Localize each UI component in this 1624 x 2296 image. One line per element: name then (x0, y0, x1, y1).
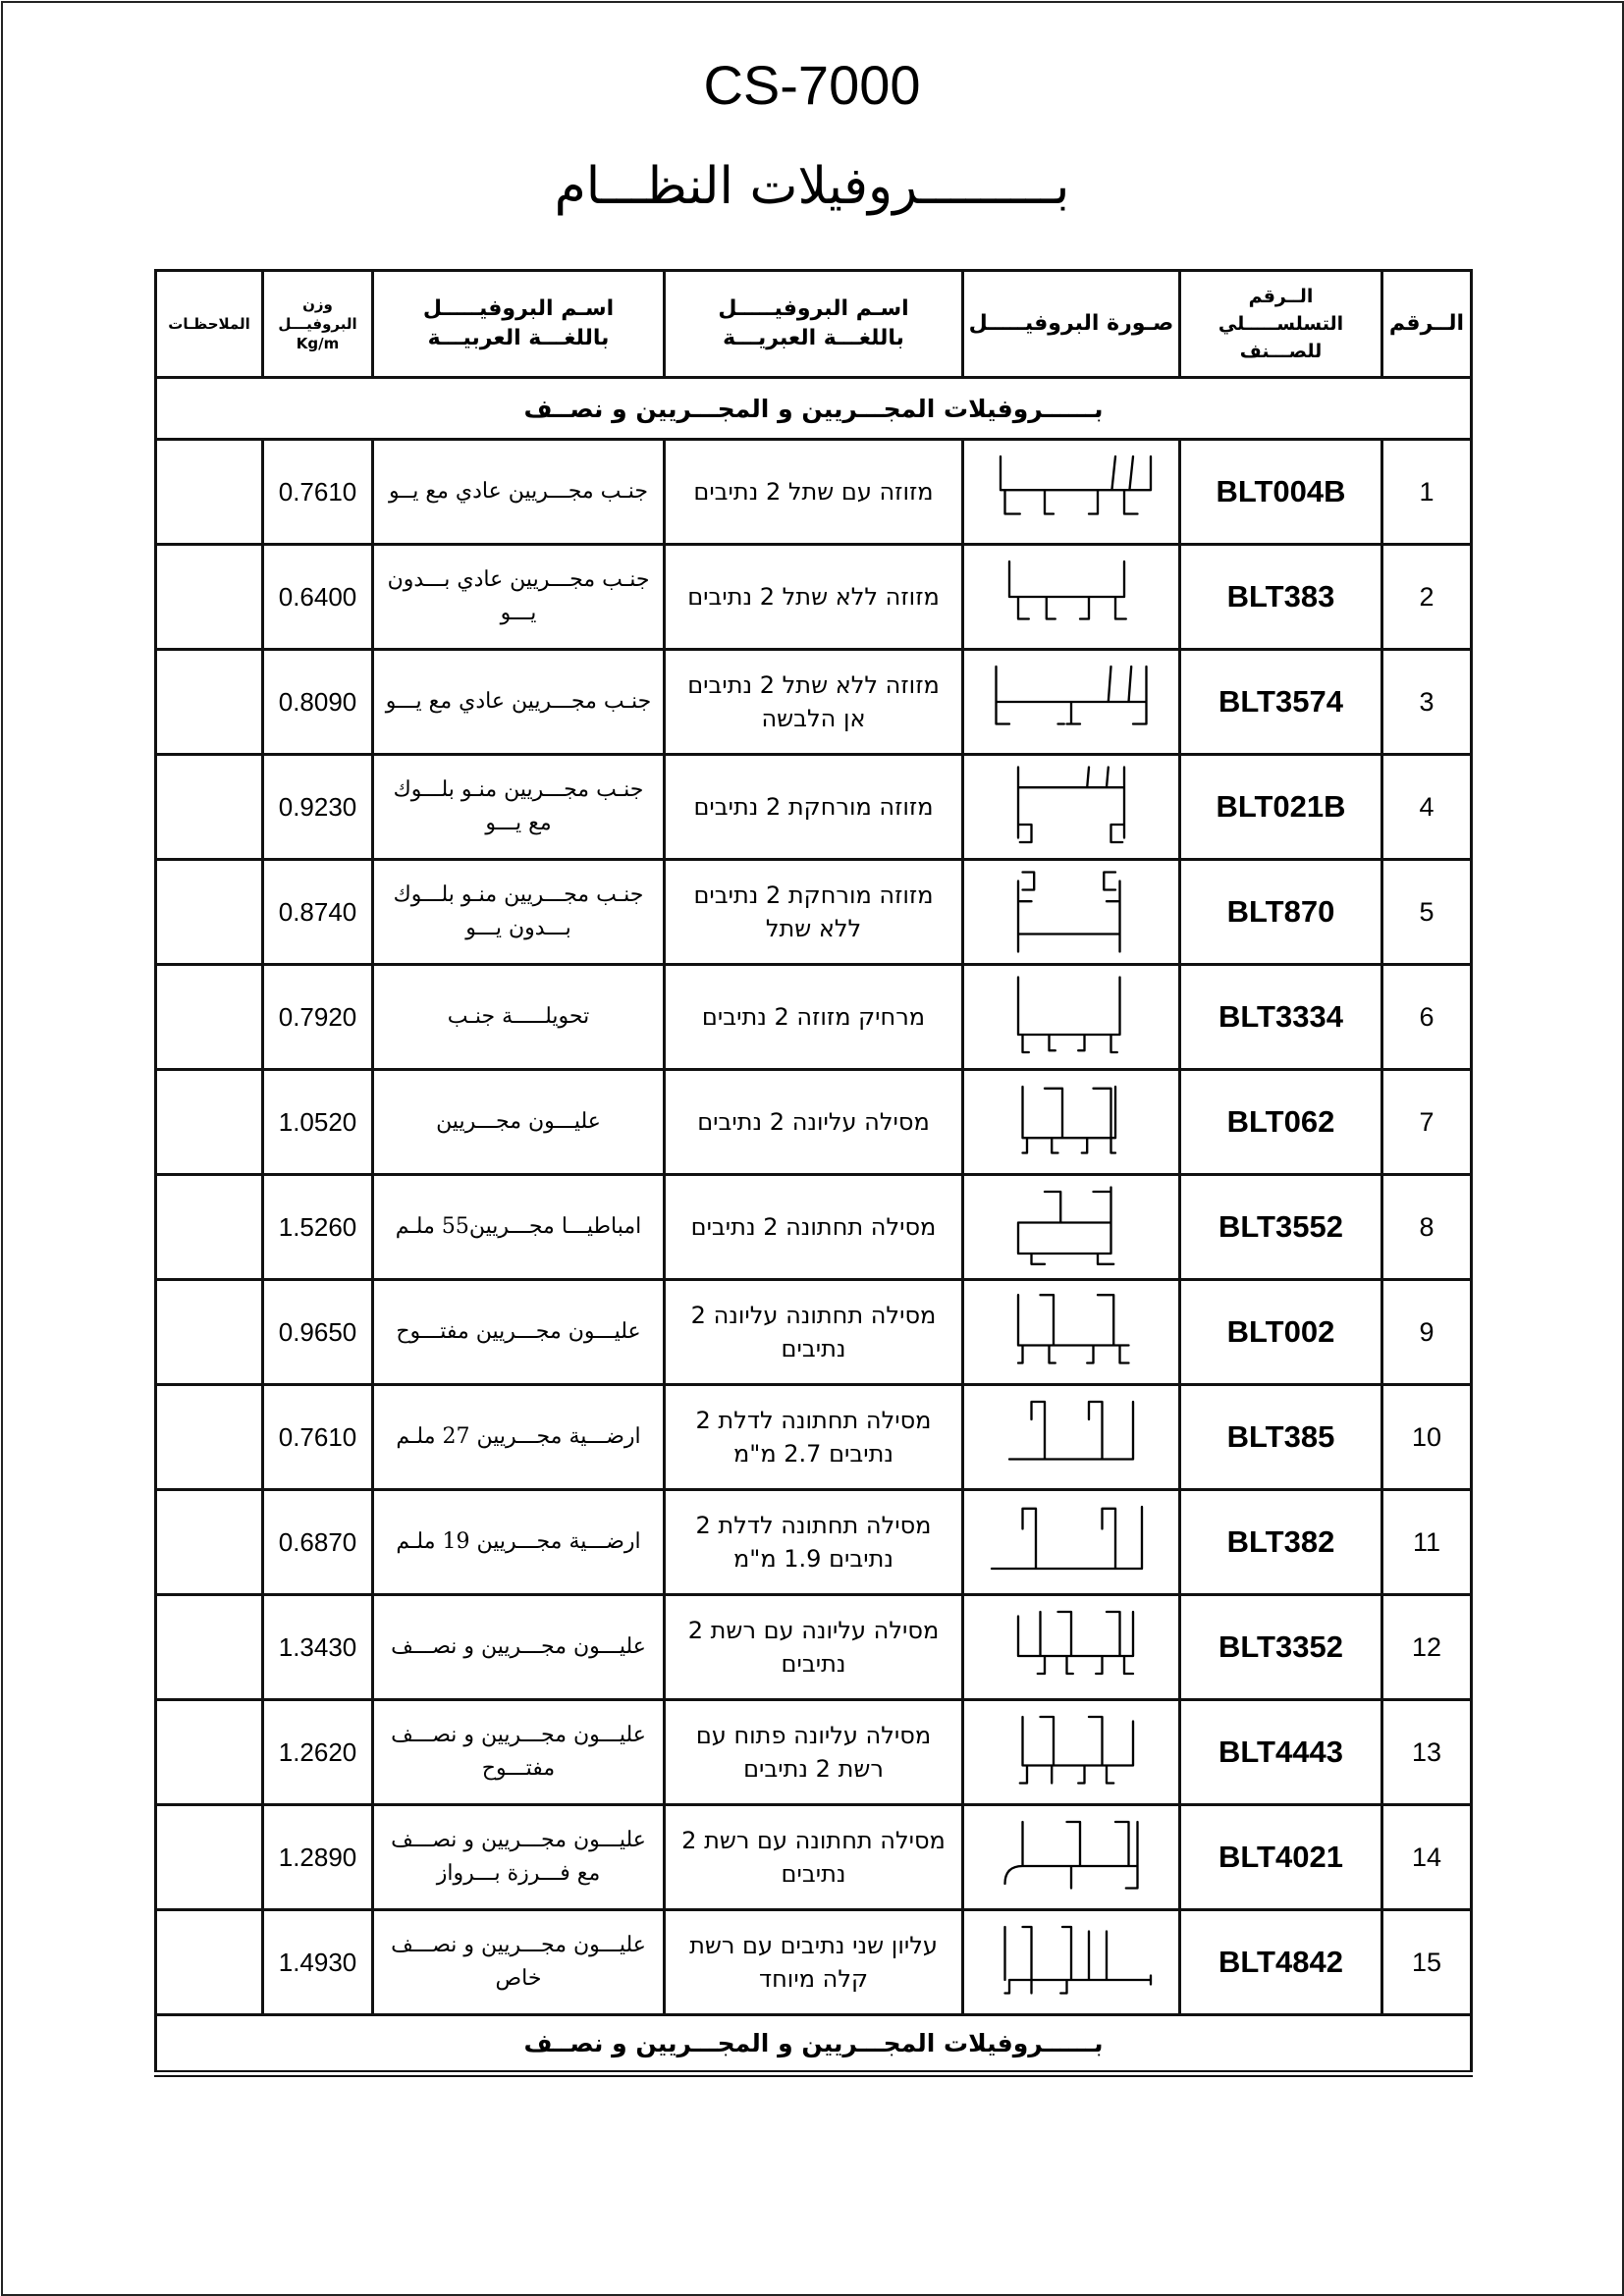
row-number: 8 (1382, 1175, 1472, 1280)
profile-outline (1018, 1612, 1133, 1674)
product-code: BLT002 (1180, 1280, 1382, 1385)
arabic-name: عليـــون مجـــريين و نصـــف خاص (373, 1910, 665, 2015)
profile-weight: 0.8090 (263, 650, 373, 755)
profile-outline (1018, 768, 1124, 843)
header-number: الــرقم (1382, 271, 1472, 378)
row-number: 6 (1382, 965, 1472, 1070)
profile-outline (1018, 873, 1120, 952)
profile-image (963, 1175, 1180, 1280)
notes (156, 440, 263, 545)
profile-weight: 0.8740 (263, 860, 373, 965)
arabic-name: جنـب مجـــريين عادي مع يــو (373, 440, 665, 545)
profile-image (963, 1805, 1180, 1910)
profile-weight: 0.9650 (263, 1280, 373, 1385)
profile-image (963, 1280, 1180, 1385)
product-code: BLT062 (1180, 1070, 1382, 1175)
notes (156, 1805, 263, 1910)
profile-weight: 0.7920 (263, 965, 373, 1070)
profile-side-adapter-icon (983, 973, 1160, 1061)
arabic-name: امباطيـــا مجـــريين55 ملـم (373, 1175, 665, 1280)
profile-outline (1018, 978, 1120, 1053)
hebrew-name: מסילה תחתונה עליונה 2 נתיבים (665, 1280, 963, 1385)
header-notes: الملاحظـات (156, 271, 263, 378)
profile-outline (1009, 561, 1126, 619)
notes (156, 545, 263, 650)
profile-outline (1001, 456, 1151, 514)
profile-weight: 1.2620 (263, 1700, 373, 1805)
table-row (156, 1595, 1472, 1700)
table-row (156, 1805, 1472, 1910)
notes (156, 1595, 263, 1700)
profile-outline (992, 1507, 1142, 1569)
profile-image (963, 1700, 1180, 1805)
profile-weight: 1.5260 (263, 1175, 373, 1280)
arabic-name: عليـــون مجـــريين (373, 1070, 665, 1175)
profile-outline (1018, 1295, 1129, 1362)
hebrew-name: מסילה עליונה עם רשת 2 נתיבים (665, 1595, 963, 1700)
arabic-name: ارضـــية مجـــريين 19 ملـم (373, 1490, 665, 1595)
profile-outline (1020, 1717, 1133, 1784)
profile-weight: 0.6400 (263, 545, 373, 650)
product-code: BLT021B (1180, 755, 1382, 860)
product-code: BLT3334 (1180, 965, 1382, 1070)
table-row (156, 545, 1472, 650)
row-number: 2 (1382, 545, 1472, 650)
notes (156, 965, 263, 1070)
product-code: BLT4842 (1180, 1910, 1382, 2015)
hebrew-name: מסילה תחתונה לדלת 2 נתיבים 2.7 מ"מ (665, 1385, 963, 1490)
profile-monoblock-with-u-icon (983, 763, 1160, 851)
hebrew-name: מזוזה עם שתל 2 נתיבים (665, 440, 963, 545)
profile-image (963, 965, 1180, 1070)
notes (156, 1910, 263, 2015)
arabic-name: عليـــون مجـــريين و نصـــف مفتـــوح (373, 1700, 665, 1805)
profile-image (963, 1490, 1180, 1595)
arabic-name: جنـب مجـــريين عادي بـــدون يـــو (373, 545, 665, 650)
profile-weight: 0.6870 (263, 1490, 373, 1595)
footer-row (156, 2015, 1472, 2074)
product-code: BLT382 (1180, 1490, 1382, 1595)
profile-weight: 0.7610 (263, 440, 373, 545)
table-row (156, 1280, 1472, 1385)
profile-weight: 1.0520 (263, 1070, 373, 1175)
section-row (156, 378, 1472, 440)
profile-outline (997, 667, 1147, 724)
profile-top-rail-screen-icon (983, 1603, 1160, 1691)
profile-side-frame-plain-icon (983, 553, 1160, 641)
document-subtitle: بـــــــــروفيلات النظـــام (554, 157, 1070, 216)
profile-outline (1005, 1822, 1138, 1889)
profile-outline (1023, 1087, 1116, 1153)
table-row (156, 860, 1472, 965)
hebrew-name: מסילה תחתונה 2 נתיבים (665, 1175, 963, 1280)
hebrew-name: מסילה תחתונה לדלת 2 נתיבים 1.9 מ"מ (665, 1490, 963, 1595)
table-row (156, 1700, 1472, 1805)
product-code: BLT4021 (1180, 1805, 1382, 1910)
hebrew-name: מסילה עליונה פתוח עם רשת 2 נתיבים (665, 1700, 963, 1805)
header-serial: الــرقم التسلســـــلي للصـــنف (1180, 271, 1382, 378)
arabic-name: جنـب مجـــريين منـو بلـــوك مع يـــو (373, 755, 665, 860)
product-code: BLT3574 (1180, 650, 1382, 755)
row-number: 11 (1382, 1490, 1472, 1595)
hebrew-name: מזוזה מורחקת 2 נתיבים (665, 755, 963, 860)
notes (156, 1280, 263, 1385)
profile-bottom-rail-screen-icon (983, 1813, 1160, 1901)
row-number: 12 (1382, 1595, 1472, 1700)
product-code: BLT4443 (1180, 1700, 1382, 1805)
table-row (156, 1385, 1472, 1490)
profile-floor-rail-27-icon (983, 1393, 1160, 1481)
profile-image (963, 860, 1180, 965)
table-row (156, 1175, 1472, 1280)
hebrew-name: מזוזה ללא שתל 2 נתיבים (665, 545, 963, 650)
profile-weight: 1.3430 (263, 1595, 373, 1700)
profile-special-top-rail-icon (983, 1918, 1160, 2006)
row-number: 10 (1382, 1385, 1472, 1490)
profile-weight: 0.9230 (263, 755, 373, 860)
table-row (156, 755, 1472, 860)
hebrew-name: מזוזה מורחקת 2 נתיבים ללא שתל (665, 860, 963, 965)
table-row (156, 650, 1472, 755)
product-code: BLT3352 (1180, 1595, 1382, 1700)
profile-weight: 1.2890 (263, 1805, 373, 1910)
row-number: 7 (1382, 1070, 1472, 1175)
hebrew-name: עליון שני נתיבים עם רשת קלה מיוחד (665, 1910, 963, 2015)
table-row (156, 965, 1472, 1070)
profile-side-frame-with-cladding-icon (983, 658, 1160, 746)
row-number: 9 (1382, 1280, 1472, 1385)
profile-side-frame-with-tracks-icon (983, 448, 1160, 536)
profile-outline (1009, 1402, 1133, 1460)
row-number: 14 (1382, 1805, 1472, 1910)
notes (156, 1070, 263, 1175)
hebrew-name: מסילה תחתונה עם רשת 2 נתיבים (665, 1805, 963, 1910)
product-code: BLT870 (1180, 860, 1382, 965)
header-hebrew-name: اسـم البروفيـــــل باللغـــة العبريـــة (665, 271, 963, 378)
profile-weight: 0.7610 (263, 1385, 373, 1490)
arabic-name: عليـــون مجـــريين و نصـــف (373, 1595, 665, 1700)
notes (156, 1385, 263, 1490)
profile-image (963, 1595, 1180, 1700)
row-number: 3 (1382, 650, 1472, 755)
arabic-name: ارضـــية مجـــريين 27 ملـم (373, 1385, 665, 1490)
hebrew-name: מסילה עליונה 2 נתיבים (665, 1070, 963, 1175)
profile-bottom-rail-icon (983, 1183, 1160, 1271)
product-code: BLT385 (1180, 1385, 1382, 1490)
product-code: BLT3552 (1180, 1175, 1382, 1280)
profiles-table (154, 269, 1473, 2077)
row-number: 4 (1382, 755, 1472, 860)
hebrew-name: מזוזה ללא שתל 2 נתיבים אן הלבשה (665, 650, 963, 755)
table-row (156, 1910, 1472, 2015)
profile-image (963, 755, 1180, 860)
profile-image (963, 1910, 1180, 2015)
arabic-name: جنـب مجـــريين عادي مع يـــو (373, 650, 665, 755)
row-number: 1 (1382, 440, 1472, 545)
row-number: 5 (1382, 860, 1472, 965)
profile-image (963, 1385, 1180, 1490)
profile-top-rail-icon (983, 1078, 1160, 1166)
hebrew-name: מרחיק מזוזה 2 נתיבים (665, 965, 963, 1070)
profile-image (963, 545, 1180, 650)
product-code: BLT383 (1180, 545, 1382, 650)
arabic-name: جنـب مجـــريين منـو بلـــوك بـــدون يـــو (373, 860, 665, 965)
arabic-name: عليـــون مجـــريين و نصـــف مع فـــرزة بـــرواز (373, 1805, 665, 1910)
profile-floor-rail-19-icon (983, 1498, 1160, 1586)
profile-open-top-rail-icon (983, 1288, 1160, 1376)
notes (156, 860, 263, 965)
row-number: 15 (1382, 1910, 1472, 2015)
table-row (156, 1070, 1472, 1175)
notes (156, 650, 263, 755)
table-row (156, 1490, 1472, 1595)
profile-outline (1018, 1188, 1113, 1264)
profile-monoblock-without-u-icon (983, 868, 1160, 956)
footer-title: بــــــروفيلات المجـــريين و المجـــريين و نصــف (156, 2015, 1472, 2074)
notes (156, 1700, 263, 1805)
profile-image (963, 650, 1180, 755)
header-row (156, 271, 1472, 378)
profile-outline (1005, 1927, 1152, 1994)
section-title: بــــــروفيلات المجـــريين و المجـــريين و نصــف (156, 378, 1472, 440)
arabic-name: تحويلـــــة جنـب (373, 965, 665, 1070)
document-title: CS-7000 (703, 54, 921, 116)
header-weight: وزن البروفيـــل Kg/m (263, 271, 373, 378)
profile-open-top-rail-screen-icon (983, 1708, 1160, 1796)
product-code: BLT004B (1180, 440, 1382, 545)
notes (156, 1175, 263, 1280)
table-row (156, 440, 1472, 545)
profile-weight: 1.4930 (263, 1910, 373, 2015)
notes (156, 755, 263, 860)
profile-image (963, 440, 1180, 545)
notes (156, 1490, 263, 1595)
profile-image (963, 1070, 1180, 1175)
row-number: 13 (1382, 1700, 1472, 1805)
arabic-name: عليـــون مجـــريين مفتـــوح (373, 1280, 665, 1385)
header-arabic-name: اسـم البروفيـــــل باللغـــة العربيـــة (373, 271, 665, 378)
header-image: صـورة البروفيـــــل (963, 271, 1180, 378)
